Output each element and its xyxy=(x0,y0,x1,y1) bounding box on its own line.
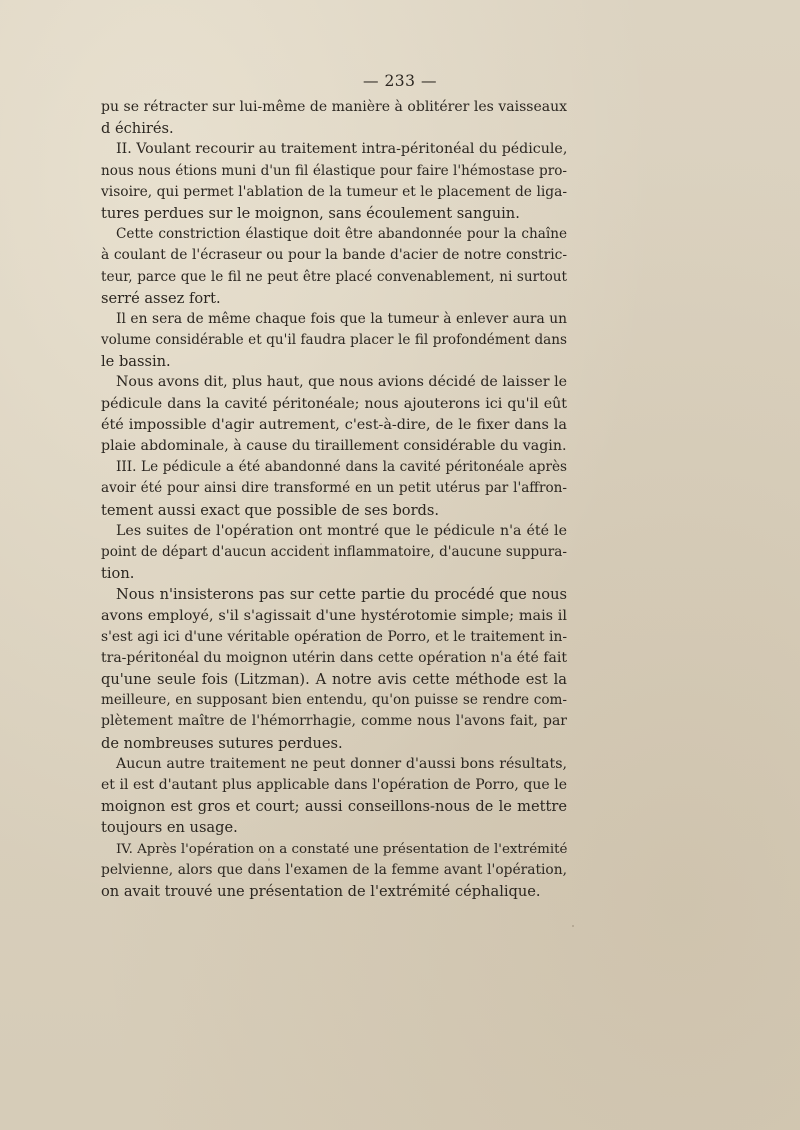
text-line: à coulant de l'écraseur ou pour la bande d'acier de notre constric- xyxy=(101,247,567,264)
paper-speck xyxy=(320,543,322,545)
text-line: IV. Après l'opération on a constaté une présentation de l'extrémité xyxy=(116,841,568,857)
text-line: Aucun autre traitement ne peut donner d'aussi bons résultats, xyxy=(116,755,567,772)
text-line: s'est agi ici d'une véritable opération de Porro, et le traitement in- xyxy=(101,628,567,645)
text-line: volume considérable et qu'il faudra placer le fil profondément dans xyxy=(101,332,567,349)
text-line: pédicule dans la cavité péritonéale; nous ajouterons ici qu'il eût xyxy=(101,395,567,412)
text-line: tion. xyxy=(101,565,135,583)
text-line: avoir été pour ainsi dire transformé en un petit utérus par l'affron- xyxy=(101,480,567,497)
page-number: — 233 — xyxy=(363,72,437,90)
text-line: Nous n'insisterons pas sur cette partie du procédé que nous xyxy=(116,586,567,604)
text-line: tra-péritonéal du moignon utérin dans cette opération n'a été fait xyxy=(101,649,567,666)
text-line: plètement maître de l'hémorrhagie, comme nous l'avons fait, par xyxy=(101,713,567,730)
text-line: nous nous étions muni d'un fil élastique pour faire l'hémostase pro- xyxy=(101,162,567,179)
text-line: teur, parce que le fil ne peut être placé convenablement, ni surtout xyxy=(101,268,567,285)
text-line: été impossible d'agir autrement, c'est-à-dire, de le fixer dans la xyxy=(101,416,567,433)
text-line: III. Le pédicule a été abandonné dans la cavité péritonéale après xyxy=(116,459,567,476)
text-line: le bassin. xyxy=(101,353,171,371)
text-line: pu se rétracter sur lui-même de manière à oblitérer les vaisseaux xyxy=(101,99,567,115)
text-line: Les suites de l'opération ont montré que le pédicule n'a été le xyxy=(116,522,567,539)
text-line: toujours en usage. xyxy=(101,819,238,837)
text-line: pelvienne, alors que dans l'examen de la femme avant l'opération, xyxy=(101,861,567,878)
text-line: moignon est gros et court; aussi conseillons-nous de le mettre xyxy=(101,798,567,816)
text-line: serré assez fort. xyxy=(101,289,221,307)
text-line: plaie abdominale, à cause du tiraillement considérable du vagin. xyxy=(101,438,567,454)
body-text xyxy=(101,97,567,902)
text-line: on avait trouvé une présentation de l'extrémité céphalique. xyxy=(101,882,541,900)
paper-speck xyxy=(103,297,106,300)
text-line: point de départ d'aucun accident inflammatoire, d'aucune suppura- xyxy=(101,543,567,560)
text-line: Il en sera de même chaque fois que la tumeur à enlever aura un xyxy=(116,310,567,327)
paper-speck xyxy=(268,858,270,861)
text-line: Nous avons dit, plus haut, que nous avions décidé de laisser le xyxy=(116,374,568,391)
text-line: tures perdues sur le moignon, sans écoulement sanguin. xyxy=(101,204,520,222)
text-line: d échirés. xyxy=(101,120,174,138)
text-line: de nombreuses sutures perdues. xyxy=(101,734,343,752)
paper-speck xyxy=(572,925,574,927)
text-line: visoire, qui permet l'ablation de la tumeur et le placement de liga- xyxy=(101,183,567,200)
text-line: tement aussi exact que possible de ses bords. xyxy=(101,501,440,519)
text-line: et il est d'autant plus applicable dans l'opération de Porro, que le xyxy=(101,777,567,793)
text-line: avons employé, s'il s'agissait d'une hystérotomie simple; mais il xyxy=(101,607,567,624)
text-line: Cette constriction élastique doit être abandonnée pour la chaîne xyxy=(116,226,567,243)
text-line: qu'une seule fois (Litzman). A notre avis cette méthode est la xyxy=(101,671,567,689)
text-line: meilleure, en supposant bien entendu, qu'on puisse se rendre com- xyxy=(101,692,567,709)
text-line: II. Voulant recourir au traitement intra-péritonéal du pédicule, xyxy=(116,141,568,158)
